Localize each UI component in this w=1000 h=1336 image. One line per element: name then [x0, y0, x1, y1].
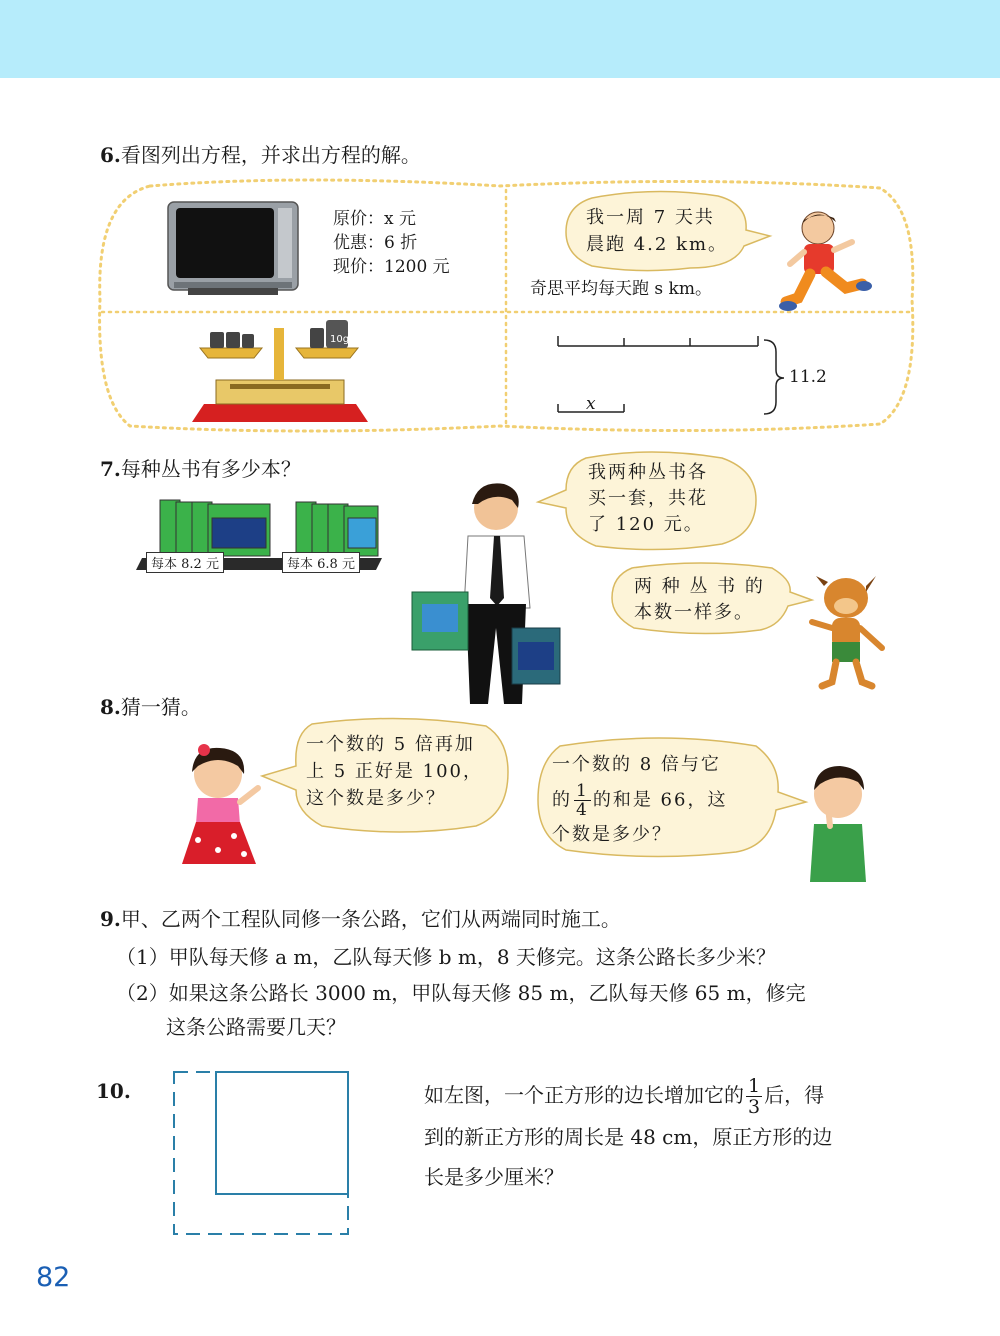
tv-original-price: 原价：x 元 — [333, 209, 416, 229]
q6-number: 6. — [100, 143, 121, 167]
q10-number: 10. — [96, 1079, 131, 1103]
q10-fraction-denominator: 3 — [748, 1096, 761, 1118]
segment-unit-label: x — [586, 394, 596, 414]
boy-bubble-line3: 个数是多少？ — [552, 824, 672, 845]
page-number: 82 — [36, 1262, 71, 1293]
q9-title: 甲、乙两个工程队同修一条公路，它们从两端同时施工。 — [120, 907, 621, 931]
q10-fraction-numerator: 1 — [748, 1075, 761, 1097]
q9-sub2-row — [116, 980, 806, 1006]
q10-line1-pre: 如左图，一个正方形的边长增加它的 — [424, 1083, 744, 1107]
q10-line1-post: 后，得 — [764, 1083, 825, 1107]
girl-bubble-line1: 一个数的 5 倍再加 — [306, 734, 475, 755]
q10-line1 — [424, 1076, 824, 1117]
boy-fraction-numerator: 1 — [576, 781, 589, 801]
q8-number: 8. — [100, 695, 121, 719]
q9-sub1-label: （1） — [116, 945, 169, 969]
segment-total: 11.2 — [789, 367, 827, 387]
q7-number: 7. — [100, 457, 121, 481]
q10-fraction — [746, 1076, 762, 1117]
girl-bubble-line2: 上 5 正好是 100， — [306, 761, 483, 782]
runner-caption: 奇思平均每天跑 s km。 — [530, 279, 712, 299]
q10-line2: 到的新正方形的周长是 48 cm，原正方形的边 — [424, 1125, 833, 1149]
q6-title: 看图列出方程，并求出方程的解。 — [120, 143, 421, 167]
tv-discount: 优惠：6 折 — [333, 233, 418, 253]
boy-bubble-fraction — [574, 782, 591, 819]
q9-sub1-text: 甲队每天修 a m，乙队每天修 b m，8 天修完。这条公路长多少米？ — [168, 945, 776, 969]
dog-bubble-line2: 本数一样多。 — [634, 602, 754, 623]
scale-weight-label: 10g — [330, 334, 350, 345]
boy-bubble-line1: 一个数的 8 倍与它 — [552, 754, 721, 775]
q9-sub1-row — [116, 944, 776, 970]
man-bubble-line2: 买一套，共花 — [588, 488, 708, 509]
price-tag-right: 每本 6.8 元 — [282, 552, 360, 573]
tv-current-price: 现价：1200 元 — [333, 257, 450, 277]
girl-bubble-line3: 这个数是多少？ — [306, 788, 446, 809]
q7-title: 每种丛书有多少本？ — [120, 457, 301, 481]
squares-diagram — [170, 1068, 354, 1238]
q9-sub2-line1: 如果这条公路长 3000 m，甲队每天修 85 m，乙队每天修 65 m，修完 — [168, 981, 806, 1005]
q8-title: 猜一猜。 — [120, 695, 201, 719]
q9-sub2-line2: 这条公路需要几天？ — [166, 1015, 346, 1039]
q9-title-row — [100, 906, 621, 932]
man-bubble-line1: 我两种丛书各 — [588, 462, 708, 483]
man-bubble-line3: 了 120 元。 — [588, 514, 704, 535]
runner-bubble-line1: 我一周 7 天共 — [586, 207, 715, 228]
price-tag-left: 每本 8.2 元 — [146, 552, 224, 573]
q9-number: 9. — [100, 907, 121, 931]
boy-bubble-line2-pre: 的 — [552, 789, 572, 811]
q10-line3: 长是多少厘米？ — [424, 1165, 564, 1189]
runner-bubble-line2: 晨跑 4.2 km。 — [586, 234, 729, 255]
boy-fraction-denominator: 4 — [576, 800, 589, 820]
dog-bubble-line1: 两 种 丛 书 的 — [634, 576, 765, 597]
boy-character-icon — [806, 760, 868, 882]
boy-bubble-line2-post: 的和是 66，这 — [592, 789, 728, 811]
q9-sub2-label: （2） — [116, 981, 169, 1005]
boy-bubble-line2 — [552, 782, 727, 819]
